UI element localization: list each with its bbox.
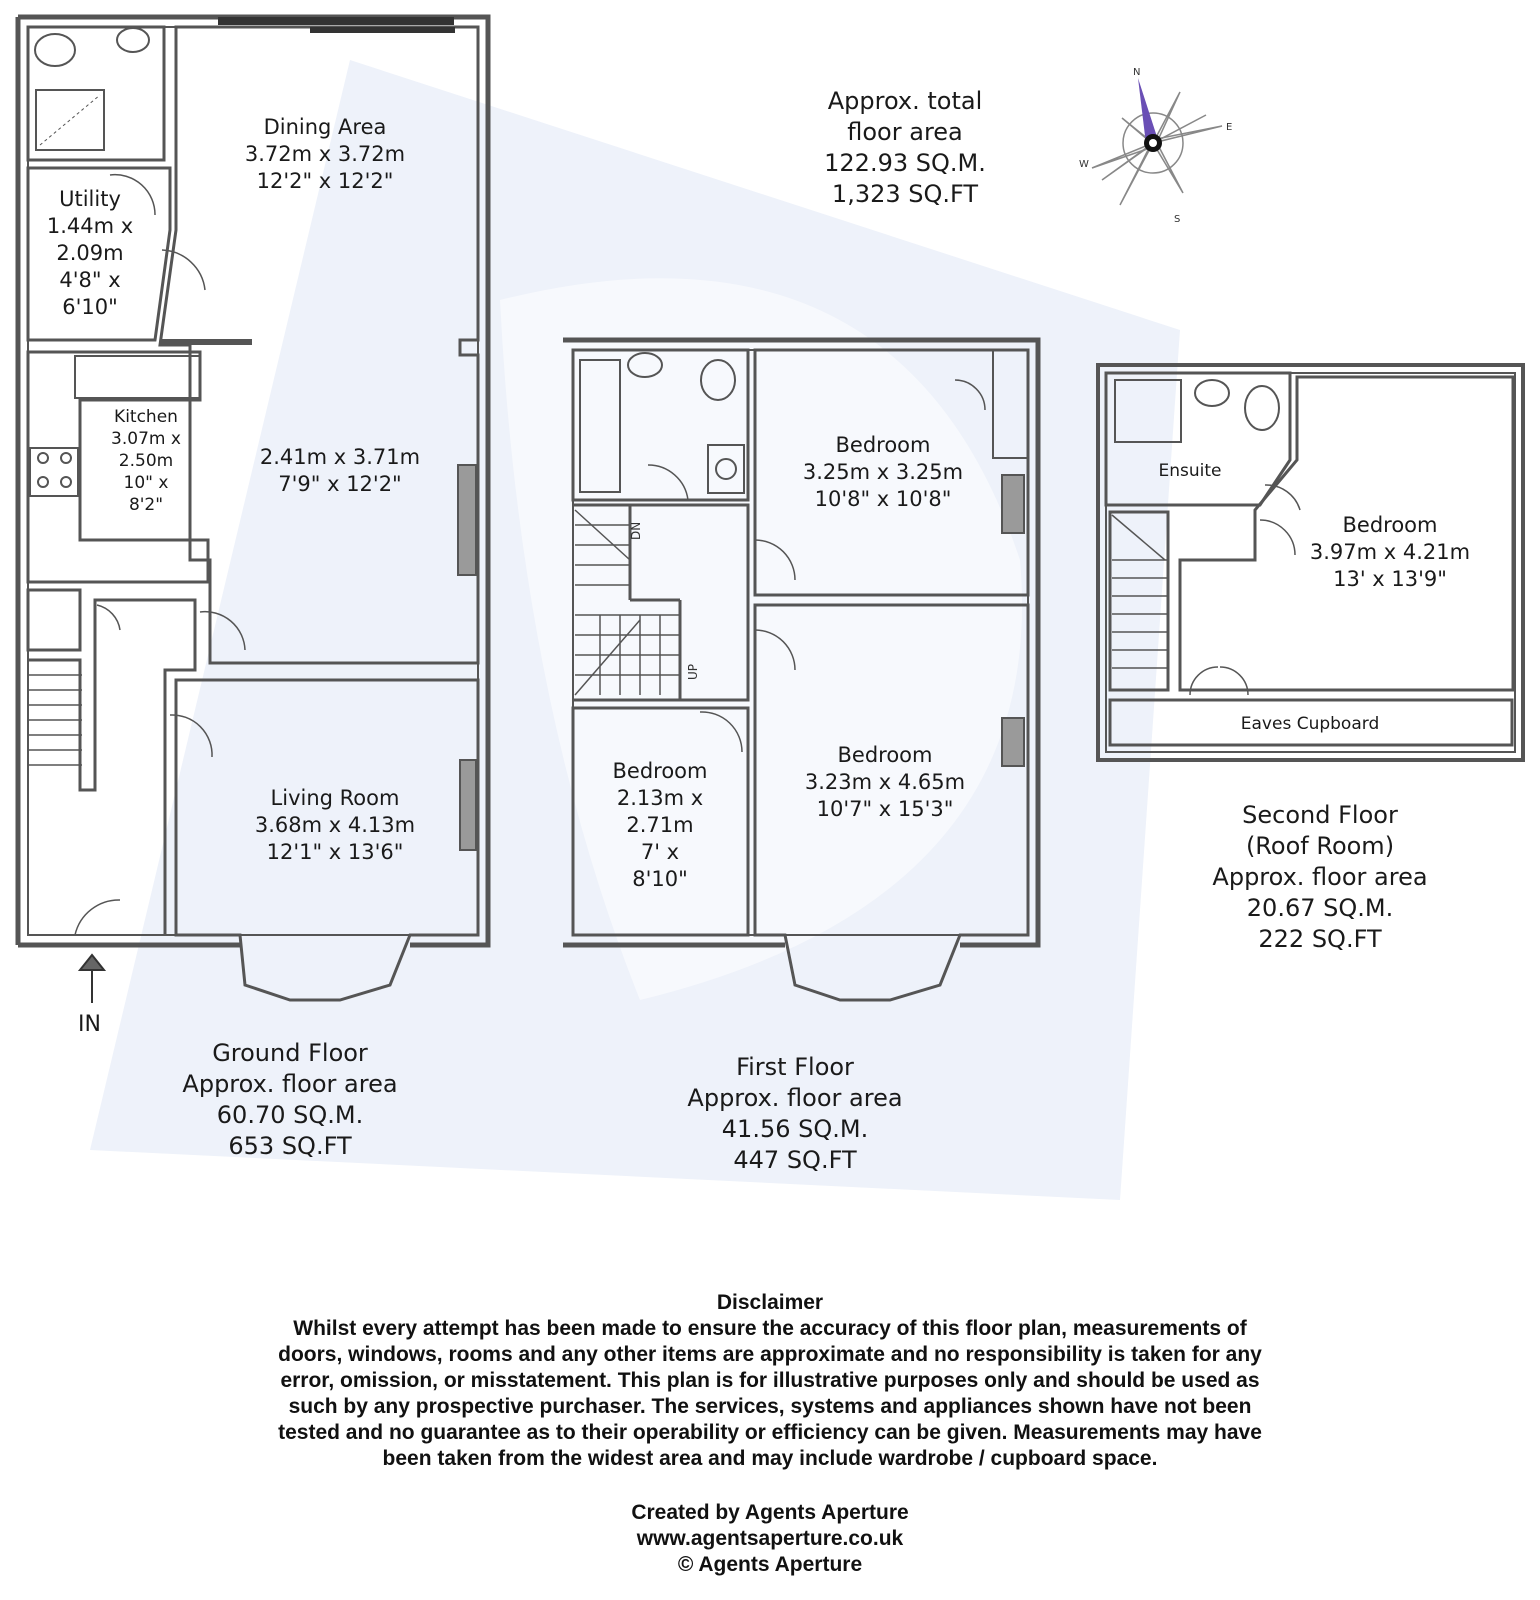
- compass-w: W: [1079, 159, 1089, 170]
- dining-area-label: Dining Area 3.72m x 3.72m 12'2" x 12'2": [244, 115, 406, 193]
- utility-label: Utility 1.44m x 2.09m 4'8" x 6'10": [46, 187, 134, 319]
- total-floor-area: Approx. total floor area 122.93 SQ.M. 1,323 SQ.FT: [824, 87, 986, 208]
- disclaimer-title: Disclaimer: [716, 1291, 824, 1314]
- eaves-cupboard-label: Eaves Cupboard: [1240, 714, 1380, 734]
- second-bedroom-label: Bedroom 3.97m x 4.21m 13' x 13'9": [1309, 513, 1471, 591]
- credits: [450, 1500, 1090, 1578]
- ground-fireplace-1: [458, 465, 476, 575]
- compass-rose: [1079, 67, 1232, 225]
- ensuite-label: Ensuite: [1158, 461, 1222, 481]
- middle-room-label: 2.41m x 3.71m 7'9" x 12'2": [259, 445, 421, 496]
- first-floor-summary: First Floor Approx. floor area 41.56 SQ.M. 447 SQ.FT: [687, 1053, 903, 1174]
- second-floor-summary: Second Floor (Roof Room) Approx. floor area 20.67 SQ.M. 222 SQ.FT: [1212, 801, 1428, 953]
- first-bedroom-2-label: Bedroom 2.13m x 2.71m 7' x 8'10": [612, 759, 708, 891]
- living-room-label: Living Room 3.68m x 4.13m 12'1" x 13'6": [254, 786, 416, 864]
- compass-s: S: [1174, 214, 1181, 225]
- credits-copyright: © Agents Aperture: [677, 1553, 863, 1576]
- disclaimer: Disclaimer Whilst every attempt has been made to ensure the accuracy of this floor plan, measurements of doors, windows, rooms and any other items are approximate and no responsibility is taken for any error, omission, or misstatement. This plan is for illustrative purposes only and should be used as such by any prospective purchaser. The services, systems and appliances shown have not been tested and no guarantee as to their operability or efficiency can be given. Measurements may have been taken from the widest area and may include wardrobe / cupboard space.: [150, 1290, 1390, 1472]
- first-bedroom-3-label: Bedroom 3.23m x 4.65m 10'7" x 15'3": [804, 743, 966, 821]
- ground-floor-summary: Ground Floor Approx. floor area 60.70 SQ.M. 653 SQ.FT: [182, 1039, 398, 1160]
- stairs-down-label: DN: [629, 521, 643, 540]
- kitchen-label: Kitchen 3.07m x 2.50m 10" x 8'2": [111, 407, 181, 515]
- credits-created-by: Created by Agents Aperture: [631, 1501, 909, 1524]
- first-bedroom-1-label: Bedroom 3.25m x 3.25m 10'8" x 10'8": [802, 433, 964, 511]
- watermark-logo: [90, 60, 1180, 1200]
- entrance-arrow: [80, 955, 104, 1003]
- stairs-up-label: UP: [686, 663, 700, 680]
- ground-bathroom: [28, 27, 164, 160]
- compass-n: N: [1133, 67, 1141, 78]
- ground-fireplace-2: [460, 760, 476, 850]
- credits-website-link[interactable]: www.agentsaperture.co.uk: [636, 1527, 904, 1550]
- compass-e: E: [1226, 122, 1233, 133]
- entrance-label: IN: [78, 1012, 101, 1037]
